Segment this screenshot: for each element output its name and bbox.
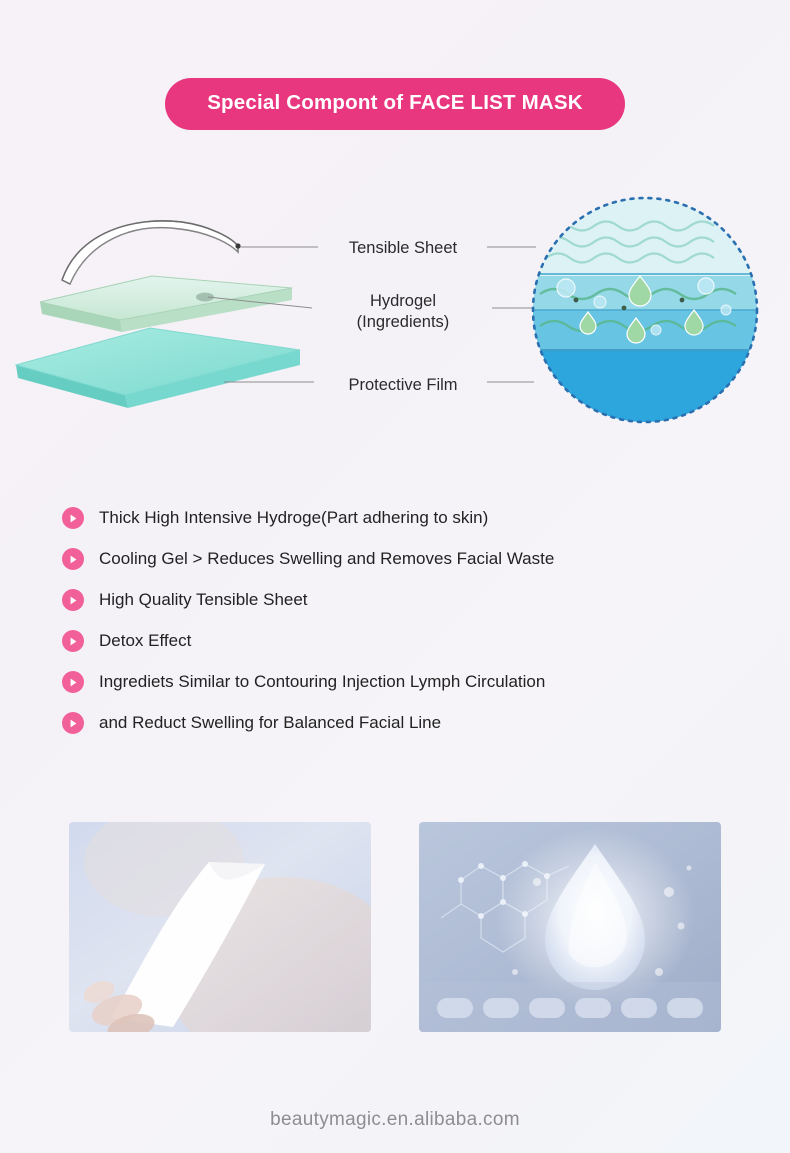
- list-item-label: Detox Effect: [99, 630, 192, 650]
- list-item: [62, 505, 742, 531]
- list-item-label: Cooling Gel > Reduces Swelling and Removes Facial Waste: [99, 548, 555, 568]
- play-circle-icon: [62, 507, 84, 529]
- diagram-layers: [16, 221, 300, 408]
- page-title: Special Compont of FACE LIST MASK: [165, 78, 625, 130]
- list-item: [62, 669, 742, 695]
- page-title-container: [0, 78, 790, 130]
- play-circle-icon: [62, 671, 84, 693]
- list-item-label: Thick High Intensive Hydroge(Part adhering to skin): [99, 507, 489, 527]
- play-circle-icon: [62, 589, 84, 611]
- play-circle-icon: [62, 548, 84, 570]
- feature-list: [62, 505, 742, 751]
- label-hydrogel-line1: Hydrogel: [369, 292, 437, 310]
- mask-layer-diagram: [0, 160, 790, 460]
- label-hydrogel-line2: (Ingredients): [356, 312, 450, 331]
- list-item: [62, 628, 742, 654]
- footer: [0, 1109, 790, 1131]
- water-drop-photo: [419, 822, 721, 1032]
- label-protective-film: Protective Film: [348, 376, 458, 394]
- diagram-magnifier: [533, 198, 757, 422]
- list-item-label: Ingrediets Similar to Contouring Injection Lymph Circulation: [99, 671, 546, 691]
- label-tensible-sheet: Tensible Sheet: [348, 239, 458, 257]
- play-circle-icon: [62, 712, 84, 734]
- list-item: [62, 587, 742, 613]
- list-item: [62, 710, 742, 736]
- list-item: [62, 546, 742, 572]
- list-item-label: High Quality Tensible Sheet: [99, 589, 308, 609]
- footer-site-url: beautymagic.en.alibaba.com: [270, 1109, 520, 1130]
- photo-gallery: [0, 822, 790, 1032]
- list-item-label: and Reduct Swelling for Balanced Facial Line: [99, 712, 442, 732]
- play-circle-icon: [62, 630, 84, 652]
- mask-sheet-photo: [69, 822, 371, 1032]
